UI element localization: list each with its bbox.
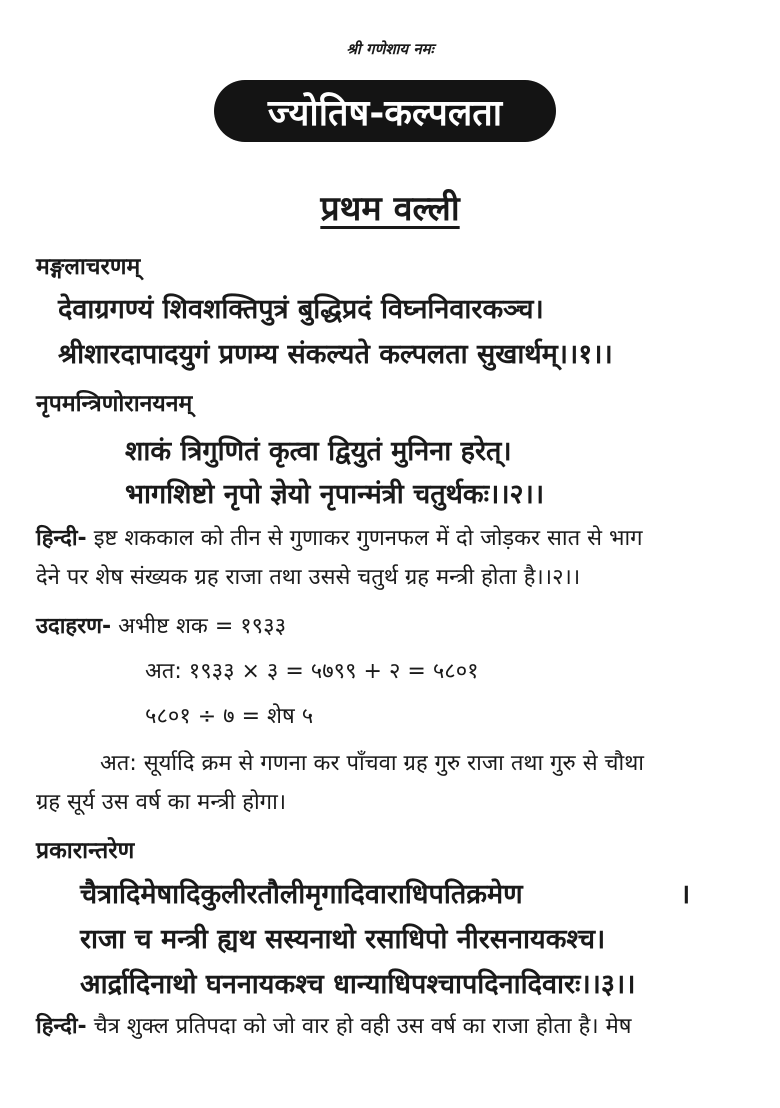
- verse-line: देवाग्रगण्यं शिवशक्तिपुत्रं बुद्धिप्रदं विघ्ननिवारकञ्च।: [58, 294, 544, 325]
- example: [36, 616, 286, 638]
- section-heading: प्रकारान्तरेण: [36, 838, 135, 864]
- book-title: ज्योतिष-कल्पलता: [267, 92, 503, 134]
- hindi-commentary: [36, 528, 643, 550]
- verse-line: चैत्रादिमेषादिकुलीरतौलीमृगादिवाराधिपतिक्रमेण: [80, 879, 523, 910]
- section-heading: नृपमन्त्रिणोरानयनम्: [36, 391, 193, 417]
- verse-danda: ।: [680, 879, 691, 910]
- conclusion-line: अत: सूर्यादि क्रम से गणना कर पाँचवा ग्रह गुरु राजा तथा गुरु से चौथा: [100, 751, 644, 776]
- chapter-title: [0, 189, 780, 229]
- invocation: श्री गणेशाय नमः: [346, 40, 434, 58]
- verse-line: शाकं त्रिगुणितं कृत्वा द्वियुतं मुनिना हरेत्।: [125, 436, 512, 467]
- hindi-label: हिन्दी-: [36, 1014, 87, 1039]
- example-line: अभीष्ट शक = १९३३: [118, 614, 287, 639]
- section-heading: मङ्गलाचरणम्: [36, 254, 141, 280]
- hindi-label: हिन्दी-: [36, 526, 87, 551]
- verse-line: राजा च मन्त्री ह्यथ सस्यनाथो रसाधिपो नीरसनायकश्च।: [80, 924, 606, 955]
- verse-line: आर्द्रादिनाथो घननायकश्च धान्याधिपश्चापदिनादिवारः।।३।।: [80, 969, 636, 1000]
- chapter-title-text: प्रथम वल्ली: [320, 189, 460, 229]
- hindi-line: चैत्र शुक्ल प्रतिपदा को जो वार हो वही उस वर्ष का राजा होता है। मेष: [93, 1014, 632, 1039]
- hindi-line: देने पर शेष संख्यक ग्रह राजा तथा उससे चतुर्थ ग्रह मन्त्री होता है।।२।।: [36, 565, 581, 590]
- example-line: अत: १९३३ × ३ = ५७९९ + २ = ५८०१: [145, 659, 479, 684]
- example-label: उदाहरण-: [36, 614, 112, 639]
- example-line: ५८०१ ÷ ७ = शेष ५: [145, 704, 314, 729]
- conclusion-line: ग्रह सूर्य उस वर्ष का मन्त्री होगा।: [36, 790, 287, 815]
- verse-line: भागशिष्टो नृपो ज्ञेयो नृपान्मंत्री चतुर्थकः।।२।।: [125, 479, 545, 510]
- hindi-commentary: [36, 1016, 631, 1038]
- book-title-banner: [214, 80, 556, 142]
- hindi-line: इष्ट शककाल को तीन से गुणाकर गुणनफल में दो जोड़कर सात से भाग: [93, 526, 643, 551]
- verse-line: श्रीशारदापादयुगं प्रणम्य संकल्यते कल्पलता सुखार्थम्।।१।।: [58, 339, 613, 370]
